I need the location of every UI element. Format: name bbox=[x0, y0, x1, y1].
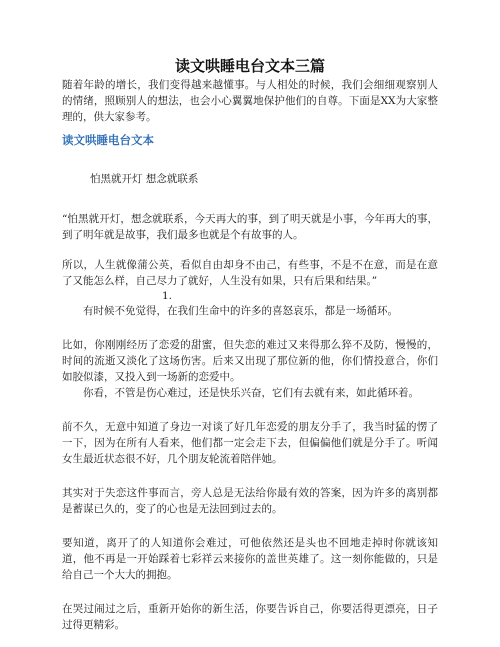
body-paragraph: 其实对于失恋这件事而言，旁人总是无法给你最有效的答案，因为许多的离别都是蓄谋已久的，变了的心也是无法回到过去的。 bbox=[62, 487, 438, 515]
intro-paragraph: 随着年龄的增长，我们变得越来越懂事。与人相处的时候，我们会细细观察别人的情绪，照顾别人的想法，也会小心翼翼地保护他们的自尊。下面是XX为大家整理的，供大家参考。 bbox=[62, 79, 438, 123]
document-title: 读文哄睡电台文本三篇 bbox=[174, 57, 325, 75]
section-heading: 读文哄睡电台文本 bbox=[62, 133, 154, 147]
body-paragraph: 比如，你刚刚经历了恋爱的甜蜜，但失恋的难过又来得那么猝不及防，慢慢的，时间的流逝又淡化了这场伤害。后来又出现了那位新的他，你们情投意合，你们如胶似漆，又投入到一场新的恋爱中。 bbox=[62, 339, 438, 383]
article-subtitle: 怕黑就开灯 想念就联系 bbox=[90, 173, 199, 185]
body-paragraph: 在哭过闹过之后，重新开始你的新生活，你要告诉自己，你要活得更漂亮，日子过得更精彩。 bbox=[62, 603, 438, 631]
body-paragraph: 要知道，离开了的人知道你会难过，可他依然还是头也不回地走掉时你就该知道，他不再是一开始踩着七彩祥云来接你的盖世英雄了。这一刻你能做的，只是给自己一个大大的拥抱。 bbox=[62, 537, 438, 581]
section-number: 1. bbox=[162, 290, 173, 302]
body-paragraph: 前不久，无意中知道了身边一对谈了好几年恋爱的朋友分手了，我当时猛的愣了一下，因为在所有人看来，他们都一定会走下去，但偏偏他们就是分手了。听闻女生最近状态很不好，几个朋友轮流着陪伴她。 bbox=[62, 421, 438, 465]
body-paragraph: 你看，不管是伤心难过，还是快乐兴奋，它们有去就有来，如此循环着。 bbox=[83, 387, 419, 399]
body-paragraph: 所以，人生就像蒲公英，看似自由却身不由己，有些事，不是不在意，而是在意了又能怎么样，自己尽力了就好，人生没有如果，只有后果和结果。” bbox=[62, 259, 438, 287]
body-paragraph: “怕黑就开灯，想念就联系，今天再大的事，到了明天就是小事，今年再大的事，到了明年就是故事，我们最多也就是个有故事的人。 bbox=[62, 213, 438, 241]
body-paragraph: 有时候不免觉得，在我们生命中的许多的喜怒哀乐，都是一场循环。 bbox=[83, 305, 398, 317]
